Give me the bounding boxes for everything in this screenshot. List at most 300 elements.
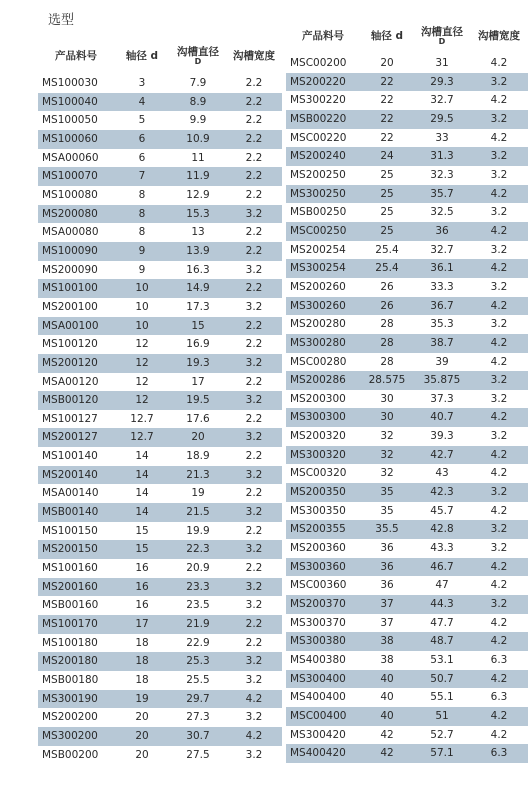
- table-row: [38, 615, 282, 634]
- cell-groove-width: 4.2: [470, 446, 528, 465]
- cell-groove-diameter: 29.7: [170, 690, 226, 709]
- cell-groove-diameter: 43: [435, 467, 449, 480]
- table-row: [286, 91, 528, 110]
- cell-shaft-diameter: 40: [360, 670, 414, 689]
- cell-groove-diameter: 51: [414, 707, 470, 726]
- cell-groove-width: 3.2: [490, 430, 508, 443]
- cell-groove-width: 4.2: [490, 57, 508, 69]
- cell-groove-width: 2.2: [245, 151, 263, 164]
- cell-groove-width: 2.2: [245, 487, 263, 500]
- cell-part-no: MSB00180: [42, 674, 99, 686]
- table-row: [286, 651, 528, 670]
- table-row: [286, 502, 528, 521]
- cell-part-no: MSB00140: [38, 503, 114, 522]
- cell-groove-width: 2.2: [245, 562, 263, 575]
- cell-part-no: MSB00250: [290, 206, 347, 219]
- cell-shaft-diameter: 35.5: [360, 520, 414, 539]
- header-part-no: 产品料号: [302, 30, 344, 42]
- header-groove-width: 沟槽宽度: [233, 50, 275, 62]
- cell-part-no: MSB00160: [42, 599, 99, 612]
- cell-part-no: MS300370: [290, 616, 346, 629]
- cell-groove-diameter: 27.5: [186, 748, 210, 761]
- cell-groove-diameter: 27.3: [186, 711, 210, 724]
- cell-groove-width: 2.2: [226, 279, 282, 298]
- cell-groove-diameter: 21.9: [170, 615, 226, 634]
- cell-groove-diameter: 33.3: [430, 280, 454, 293]
- cell-groove-width: 3.2: [470, 147, 528, 166]
- table-row: [286, 241, 528, 260]
- table-row: [286, 726, 528, 745]
- cell-shaft-diameter: 3: [138, 77, 146, 89]
- cell-part-no: MSA00060: [42, 151, 99, 164]
- cell-groove-width: 2.2: [245, 375, 263, 388]
- cell-shaft-diameter: 25.4: [360, 259, 414, 278]
- cell-shaft-diameter: 28: [360, 334, 414, 353]
- cell-part-no: MS100090: [38, 242, 114, 261]
- cell-shaft-diameter: 37: [360, 595, 414, 614]
- cell-groove-width: 3.2: [226, 466, 282, 485]
- cell-shaft-diameter: 18: [135, 674, 149, 686]
- table-row: [38, 484, 282, 503]
- cell-groove-width: 4.2: [490, 579, 508, 592]
- table-row: [38, 373, 282, 392]
- cell-groove-diameter: 12.9: [186, 188, 210, 201]
- cell-part-no: MS200280: [290, 318, 346, 331]
- cell-groove-diameter: 10.9: [170, 130, 226, 149]
- cell-part-no: MS300220: [290, 94, 346, 107]
- cell-shaft-diameter: 6: [114, 130, 170, 149]
- cell-shaft-diameter: 12.7: [114, 428, 170, 447]
- table-row: [38, 317, 282, 336]
- cell-shaft-diameter: 14: [135, 487, 149, 500]
- table-header-row: [38, 38, 282, 74]
- table-row: [38, 690, 282, 709]
- cell-groove-width: 2.2: [245, 450, 263, 463]
- cell-part-no: MS200150: [38, 540, 114, 559]
- cell-part-no: MSC00200: [290, 57, 347, 69]
- cell-groove-width: 3.2: [490, 206, 508, 219]
- cell-groove-width: 4.2: [490, 94, 508, 107]
- cell-part-no: MS200090: [42, 263, 98, 276]
- cell-groove-width: 3.2: [245, 263, 263, 276]
- cell-groove-diameter: 30.7: [170, 727, 226, 746]
- cell-shaft-diameter: 8: [138, 188, 146, 201]
- cell-groove-width: 3.2: [490, 168, 508, 181]
- cell-groove-diameter: 17.6: [186, 412, 210, 425]
- cell-part-no: MS100120: [42, 338, 98, 351]
- cell-groove-width: 4.2: [226, 727, 282, 746]
- header-groove-diameter-symbol: D: [194, 57, 202, 66]
- table-row: [38, 298, 282, 317]
- cell-groove-width: 3.2: [226, 578, 282, 597]
- cell-part-no: MS300400: [286, 670, 360, 689]
- cell-groove-diameter: 36.7: [414, 297, 470, 316]
- cell-groove-width: 2.2: [245, 77, 263, 89]
- cell-shaft-diameter: 18: [114, 652, 170, 671]
- cell-shaft-diameter: 35: [360, 483, 414, 502]
- cell-part-no: MSA00080: [42, 226, 99, 239]
- table-row: [38, 727, 282, 746]
- table-row: [38, 261, 282, 280]
- cell-part-no: MS200240: [286, 147, 360, 166]
- cell-groove-diameter: 11: [191, 151, 205, 164]
- table-row: [286, 670, 528, 689]
- cell-shaft-diameter: 28.575: [360, 371, 414, 390]
- cell-groove-width: 2.2: [245, 188, 263, 201]
- table-row: [38, 596, 282, 615]
- cell-groove-width: 3.2: [245, 711, 263, 724]
- table-row: [286, 278, 528, 297]
- cell-shaft-diameter: 10: [135, 300, 149, 313]
- cell-groove-diameter: 39.3: [430, 430, 454, 443]
- cell-groove-diameter: 11.9: [170, 167, 226, 186]
- cell-groove-diameter: 13.9: [170, 242, 226, 261]
- cell-groove-width: 4.2: [470, 558, 528, 577]
- table-row: [38, 167, 282, 186]
- table-row: [286, 558, 528, 577]
- cell-groove-width: 3.2: [226, 391, 282, 410]
- cell-shaft-diameter: 5: [138, 114, 146, 127]
- cell-groove-diameter: 48.7: [414, 632, 470, 651]
- cell-groove-diameter: 15: [170, 317, 226, 336]
- cell-groove-diameter: 38.7: [414, 334, 470, 353]
- cell-groove-diameter: 20.9: [186, 562, 210, 575]
- cell-groove-diameter: 50.7: [414, 670, 470, 689]
- cell-shaft-diameter: 20: [135, 711, 149, 724]
- cell-shaft-diameter: 4: [114, 93, 170, 112]
- cell-groove-width: 6.3: [470, 744, 528, 763]
- cell-part-no: MS200254: [290, 243, 346, 256]
- selection-table-right: [286, 18, 528, 763]
- cell-groove-diameter: 21.3: [170, 466, 226, 485]
- cell-part-no: MS200320: [290, 430, 346, 443]
- cell-groove-width: 4.2: [490, 504, 508, 517]
- cell-groove-diameter: 57.1: [414, 744, 470, 763]
- cell-groove-diameter: 42.8: [414, 520, 470, 539]
- cell-part-no: MS100040: [38, 93, 114, 112]
- header-groove-diameter: [170, 38, 226, 74]
- cell-part-no: MSC00220: [290, 131, 347, 144]
- cell-groove-width: 2.2: [245, 338, 263, 351]
- cell-groove-width: 4.2: [490, 355, 508, 368]
- cell-part-no: MS400420: [286, 744, 360, 763]
- cell-shaft-diameter: 10: [114, 279, 170, 298]
- cell-groove-width: 2.2: [245, 636, 263, 649]
- cell-groove-diameter: 19.3: [170, 354, 226, 373]
- cell-groove-width: 3.2: [226, 354, 282, 373]
- cell-groove-diameter: 13: [191, 226, 205, 239]
- cell-shaft-diameter: 12: [114, 391, 170, 410]
- cell-groove-width: 4.2: [490, 467, 508, 480]
- table-row: [286, 334, 528, 353]
- cell-part-no: MS300320: [286, 446, 360, 465]
- cell-groove-diameter: 29.5: [414, 110, 470, 129]
- cell-groove-diameter: 42.3: [414, 483, 470, 502]
- cell-groove-diameter: 32.7: [430, 94, 454, 107]
- cell-groove-width: 3.2: [470, 520, 528, 539]
- cell-groove-width: 4.2: [470, 185, 528, 204]
- cell-groove-diameter: 14.9: [170, 279, 226, 298]
- cell-shaft-diameter: 28: [380, 355, 394, 368]
- cell-groove-width: 3.2: [226, 503, 282, 522]
- cell-part-no: MSB00220: [286, 110, 360, 129]
- cell-shaft-diameter: 32: [360, 446, 414, 465]
- table-row: [38, 578, 282, 597]
- cell-groove-diameter: 21.5: [170, 503, 226, 522]
- table-row: [286, 390, 528, 409]
- table-row: [286, 166, 528, 185]
- cell-part-no: MSC00320: [290, 467, 347, 480]
- header-groove-diameter: [414, 18, 470, 54]
- table-row: [286, 464, 528, 483]
- cell-groove-width: 3.2: [490, 243, 508, 256]
- cell-shaft-diameter: 14: [135, 450, 149, 463]
- cell-shaft-diameter: 38: [380, 654, 394, 666]
- cell-shaft-diameter: 9: [114, 242, 170, 261]
- cell-shaft-diameter: 25: [360, 185, 414, 204]
- cell-shaft-diameter: 36: [360, 558, 414, 577]
- cell-part-no: MSB00120: [38, 391, 114, 410]
- cell-groove-diameter: 25.5: [186, 674, 210, 686]
- cell-groove-diameter: 8.9: [170, 93, 226, 112]
- cell-groove-diameter: 18.9: [186, 450, 210, 463]
- cell-part-no: MSA00140: [42, 487, 99, 500]
- cell-groove-diameter: 22.3: [170, 540, 226, 559]
- table-row: [286, 73, 528, 92]
- cell-part-no: MS400380: [290, 654, 346, 666]
- cell-groove-diameter: 32.5: [430, 206, 454, 219]
- table-row: [286, 483, 528, 502]
- table-row: [286, 297, 528, 316]
- cell-part-no: MSA00100: [38, 317, 114, 336]
- cell-part-no: MS200286: [286, 371, 360, 390]
- cell-groove-diameter: 31.3: [414, 147, 470, 166]
- cell-shaft-diameter: 25.4: [375, 243, 399, 256]
- cell-groove-diameter: 23.5: [186, 599, 210, 612]
- cell-part-no: MSA00120: [42, 375, 99, 388]
- cell-groove-width: 3.2: [226, 652, 282, 671]
- table-row: [38, 503, 282, 522]
- table-row: [286, 520, 528, 539]
- table-row: [38, 223, 282, 242]
- cell-groove-width: 3.2: [245, 300, 263, 313]
- cell-shaft-diameter: 20: [380, 57, 394, 69]
- cell-part-no: MS300260: [286, 297, 360, 316]
- cell-groove-diameter: 40.7: [414, 408, 470, 427]
- header-shaft-diameter: 轴径 d: [125, 50, 159, 62]
- cell-groove-width: 3.2: [490, 392, 508, 405]
- cell-part-no: MS200360: [290, 542, 346, 555]
- cell-part-no: MS200355: [286, 520, 360, 539]
- cell-groove-diameter: 29.3: [414, 73, 470, 92]
- cell-groove-diameter: 36: [414, 222, 470, 241]
- table-row: [38, 466, 282, 485]
- cell-groove-width: 4.2: [470, 670, 528, 689]
- cell-groove-width: 4.2: [470, 707, 528, 726]
- cell-groove-diameter: 17.3: [186, 300, 210, 313]
- table-row: [286, 222, 528, 241]
- cell-groove-width: 4.2: [490, 728, 508, 741]
- cell-part-no: MS100030: [42, 77, 98, 89]
- cell-groove-diameter: 15.3: [170, 205, 226, 224]
- cell-groove-diameter: 39: [435, 355, 449, 368]
- cell-part-no: MS200100: [42, 300, 98, 313]
- cell-groove-diameter: 19: [191, 487, 205, 500]
- cell-groove-diameter: 35.875: [414, 371, 470, 390]
- cell-part-no: MS100080: [42, 188, 98, 201]
- cell-shaft-diameter: 8: [114, 205, 170, 224]
- cell-part-no: MS200080: [38, 205, 114, 224]
- cell-part-no: MS300190: [38, 690, 114, 709]
- cell-shaft-diameter: 20: [114, 727, 170, 746]
- cell-shaft-diameter: 37: [380, 616, 394, 629]
- cell-groove-width: 2.2: [226, 93, 282, 112]
- table-row: [38, 746, 282, 765]
- header-groove-width: 沟槽宽度: [478, 30, 520, 42]
- cell-shaft-diameter: 24: [360, 147, 414, 166]
- cell-part-no: MS200370: [286, 595, 360, 614]
- table-row: [38, 93, 282, 112]
- cell-part-no: MS200127: [38, 428, 114, 447]
- cell-groove-width: 3.2: [470, 73, 528, 92]
- table-row: [286, 539, 528, 558]
- cell-part-no: MS100150: [42, 524, 98, 537]
- table-row: [286, 744, 528, 763]
- cell-groove-width: 2.2: [226, 615, 282, 634]
- table-row: [286, 203, 528, 222]
- cell-groove-width: 2.2: [245, 114, 263, 127]
- cell-groove-diameter: 9.9: [189, 114, 207, 127]
- cell-part-no: MSB00200: [42, 748, 99, 761]
- table-row: [286, 595, 528, 614]
- cell-part-no: MS300380: [286, 632, 360, 651]
- cell-groove-width: 3.2: [470, 110, 528, 129]
- cell-groove-diameter: 55.1: [430, 691, 454, 704]
- table-row: [38, 242, 282, 261]
- cell-groove-width: 3.2: [245, 674, 263, 686]
- cell-part-no: MS200120: [38, 354, 114, 373]
- cell-shaft-diameter: 18: [135, 636, 149, 649]
- table-row: [286, 185, 528, 204]
- cell-groove-width: 4.2: [470, 259, 528, 278]
- cell-part-no: MS300200: [38, 727, 114, 746]
- cell-groove-width: 3.2: [470, 483, 528, 502]
- cell-part-no: MS100140: [42, 450, 98, 463]
- cell-shaft-diameter: 16: [135, 562, 149, 575]
- cell-shaft-diameter: 30: [380, 392, 394, 405]
- table-row: [286, 147, 528, 166]
- cell-groove-width: 6.3: [490, 654, 508, 666]
- cell-groove-width: 2.2: [226, 167, 282, 186]
- table-row: [38, 671, 282, 690]
- cell-shaft-diameter: 9: [138, 263, 146, 276]
- cell-part-no: MS200250: [290, 168, 346, 181]
- table-row: [38, 130, 282, 149]
- cell-shaft-diameter: 25: [380, 168, 394, 181]
- table-row: [286, 632, 528, 651]
- table-row: [286, 371, 528, 390]
- cell-groove-diameter: 20: [170, 428, 226, 447]
- cell-groove-width: 3.2: [490, 280, 508, 293]
- table-row: [38, 522, 282, 541]
- cell-part-no: MSC00360: [290, 579, 347, 592]
- header-groove-diameter-label: 沟槽直径: [177, 46, 219, 58]
- cell-groove-diameter: 47: [435, 579, 449, 592]
- table-row: [286, 576, 528, 595]
- cell-groove-width: 2.2: [226, 317, 282, 336]
- cell-part-no: MS300300: [286, 408, 360, 427]
- cell-part-no: MS200140: [38, 466, 114, 485]
- table-row: [38, 708, 282, 727]
- cell-groove-diameter: 33: [435, 131, 449, 144]
- cell-groove-diameter: 17: [191, 375, 205, 388]
- cell-groove-diameter: 47.7: [430, 616, 454, 629]
- cell-shaft-diameter: 26: [380, 280, 394, 293]
- cell-part-no: MS300420: [290, 728, 346, 741]
- cell-shaft-diameter: 14: [114, 466, 170, 485]
- table-row: [38, 540, 282, 559]
- cell-shaft-diameter: 42: [380, 728, 394, 741]
- cell-groove-diameter: 35.7: [414, 185, 470, 204]
- cell-part-no: MSC00400: [286, 707, 360, 726]
- table-row: [286, 408, 528, 427]
- cell-groove-width: 2.2: [226, 130, 282, 149]
- page-title: 选型: [48, 13, 75, 28]
- table-row: [38, 428, 282, 447]
- table-row: [38, 559, 282, 578]
- cell-groove-width: 2.2: [245, 412, 263, 425]
- cell-groove-width: 4.2: [470, 632, 528, 651]
- cell-part-no: MS200260: [290, 280, 346, 293]
- cell-groove-width: 4.2: [470, 222, 528, 241]
- cell-part-no: MSC00280: [290, 355, 347, 368]
- cell-groove-width: 2.2: [245, 524, 263, 537]
- cell-shaft-diameter: 40: [360, 707, 414, 726]
- cell-groove-diameter: 42.7: [414, 446, 470, 465]
- cell-shaft-diameter: 20: [135, 748, 149, 761]
- cell-groove-diameter: 31: [435, 57, 449, 69]
- table-row: [286, 129, 528, 148]
- cell-part-no: MS300250: [286, 185, 360, 204]
- cell-groove-diameter: 32.7: [430, 243, 454, 256]
- cell-shaft-diameter: 12.7: [130, 412, 154, 425]
- cell-groove-width: 4.2: [490, 131, 508, 144]
- cell-groove-diameter: 22.9: [186, 636, 210, 649]
- cell-shaft-diameter: 15: [114, 540, 170, 559]
- cell-groove-width: 3.2: [226, 205, 282, 224]
- cell-part-no: MS300360: [286, 558, 360, 577]
- cell-groove-width: 3.2: [226, 428, 282, 447]
- cell-part-no: MS100060: [38, 130, 114, 149]
- table-row: [286, 614, 528, 633]
- cell-groove-diameter: 43.3: [430, 542, 454, 555]
- cell-part-no: MS100050: [42, 114, 98, 127]
- table-row: [38, 652, 282, 671]
- table-row: [286, 446, 528, 465]
- cell-shaft-diameter: 42: [360, 744, 414, 763]
- cell-part-no: MS200160: [38, 578, 114, 597]
- cell-groove-width: 3.2: [470, 595, 528, 614]
- cell-shaft-diameter: 14: [114, 503, 170, 522]
- cell-shaft-diameter: 8: [138, 226, 146, 239]
- table-header-row: [286, 18, 528, 54]
- table-row: [38, 354, 282, 373]
- cell-groove-width: 3.2: [470, 371, 528, 390]
- cell-shaft-diameter: 7: [114, 167, 170, 186]
- cell-part-no: MSC00250: [286, 222, 360, 241]
- table-row: [38, 410, 282, 429]
- cell-groove-width: 4.2: [490, 616, 508, 629]
